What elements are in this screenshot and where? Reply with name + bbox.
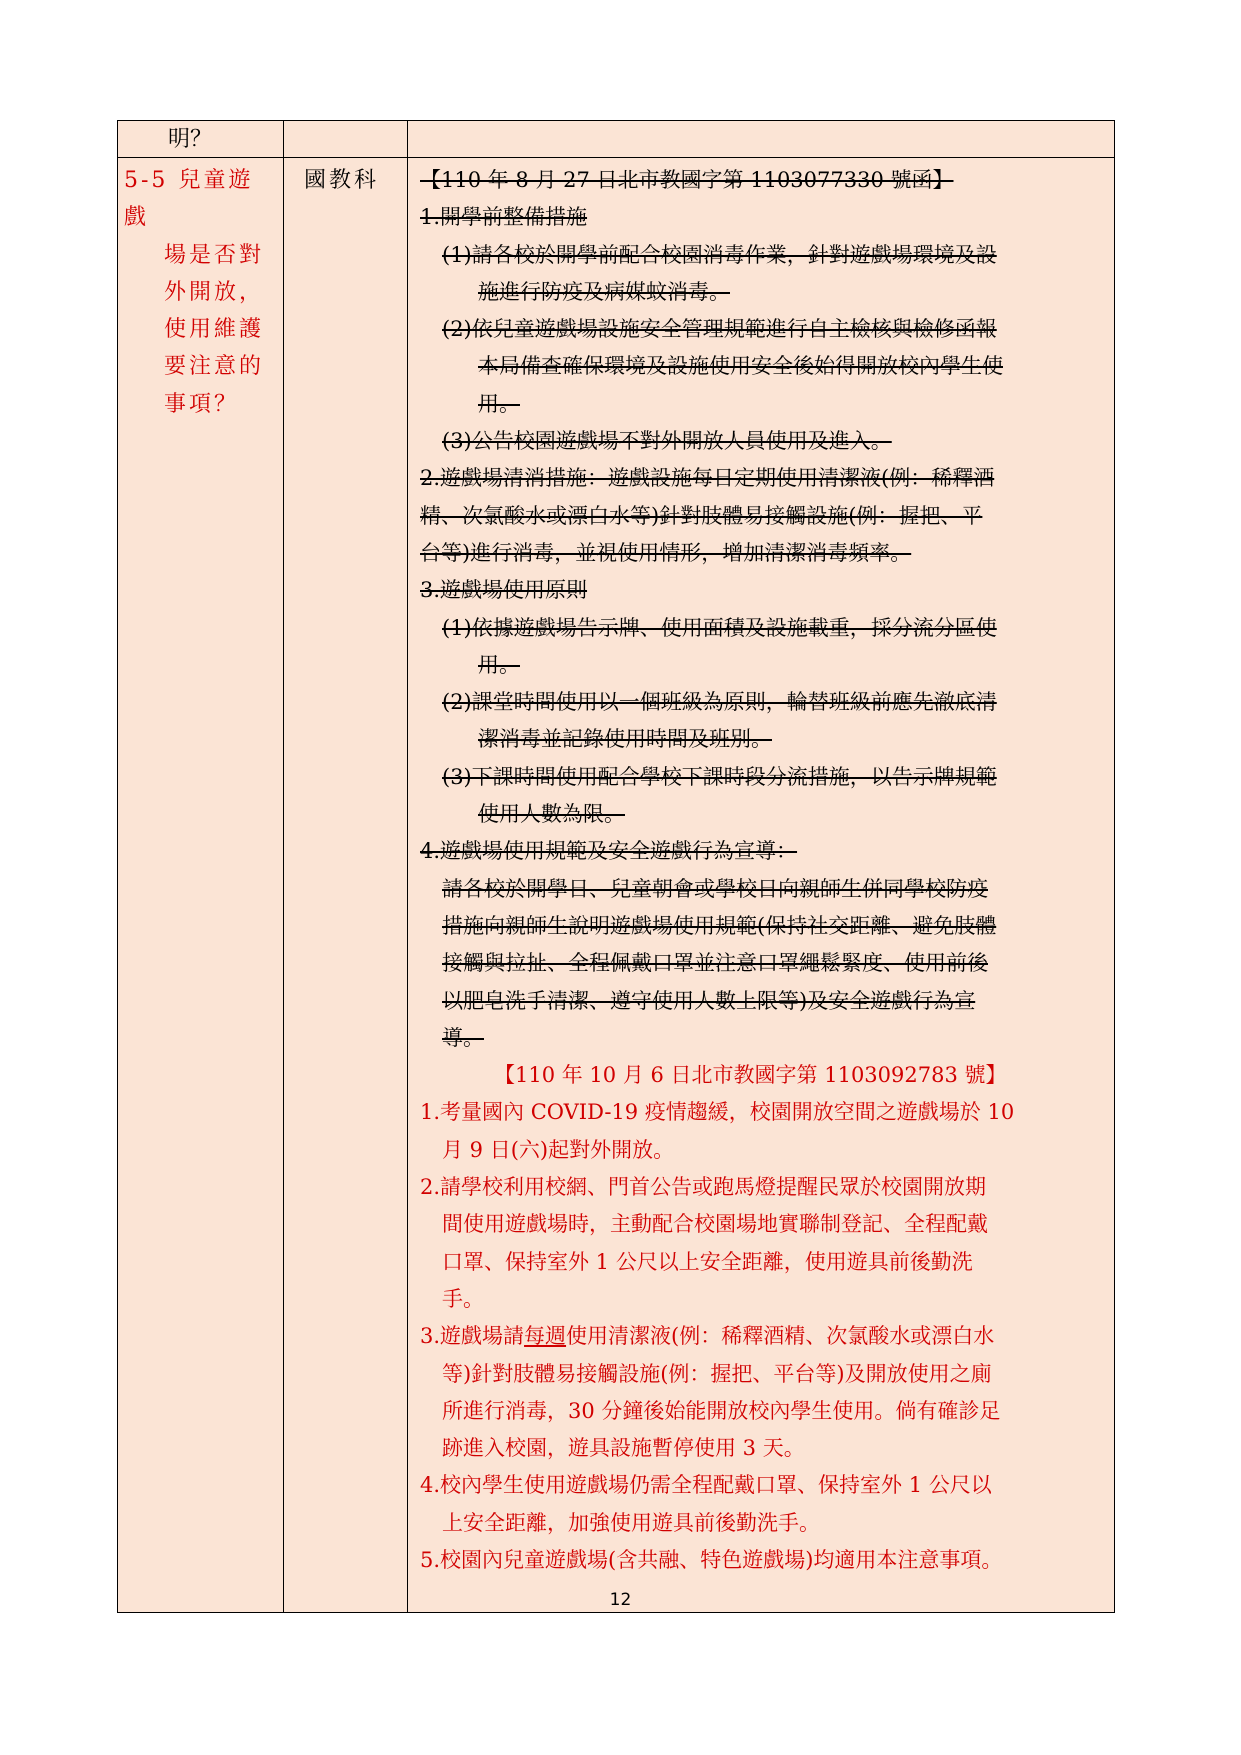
new-item-3 (420, 1318, 1106, 1355)
question-cell (118, 158, 284, 1613)
new-item-4-cont: 上安全距離，加強使用遊具前後勤洗手。 (442, 1510, 820, 1535)
old-line: 本局備查確保環境及設施使用安全後始得開放校內學生使 (478, 354, 1003, 379)
question-line: 兒童遊戲 (124, 168, 254, 231)
page-number: 12 (609, 1590, 632, 1610)
question-number: 5-5 (124, 168, 169, 193)
new-item-2-cont: 口罩、保持室外 1 公尺以上安全距離，使用遊具前後勤洗 (442, 1249, 973, 1274)
question-line: 要注意的 (164, 354, 265, 380)
old-line: (1)請各校於開學前配合校園消毒作業，針對遊戲場環境及設 (442, 242, 997, 267)
old-line: 使用人數為限。 (478, 802, 625, 827)
question-line: 場是否對 (164, 242, 265, 268)
old-line: 台等)進行消毒，並視使用情形，增加清潔消毒頻率。 (420, 540, 912, 565)
old-line: (3)下課時間使用配合學校下課時段分流措施，以告示牌規範 (442, 764, 997, 789)
weekly-underlined: 每週 (524, 1324, 567, 1349)
question-row-5-5 (118, 158, 1115, 1613)
question-text (118, 158, 283, 423)
question-line: 事項？ (164, 391, 240, 417)
prev-question-tail: 明？ (168, 127, 213, 152)
content-cell (408, 158, 1115, 1613)
new-item-1: 1.考量國內 COVID-19 疫情趨緩，校園開放空間之遊戲場於 10 (420, 1100, 1015, 1125)
answer-content (408, 158, 1114, 1579)
new-item-3-a: 3.遊戲場請 (420, 1324, 525, 1349)
unit-cell (284, 158, 408, 1613)
new-item-5: 5.校園內兒童遊戲場(含共融、特色遊戲場)均適用本注意事項。 (420, 1547, 1003, 1572)
new-notice (420, 1057, 1106, 1579)
old-line: 施進行防疫及病媒蚊消毒。 (478, 279, 730, 304)
old-line: (3)公告校園遊戲場不對外開放人員使用及進入。 (442, 429, 892, 454)
new-item-3-cont: 所進行消毒，30 分鐘後始能開放校內學生使用。倘有確診足 (442, 1398, 1001, 1423)
old-notice-header: 【110 年 8 月 27 日北市教國字第 1103077330 號函】 (420, 168, 954, 192)
question-line: 外開放， (164, 279, 265, 305)
new-item-3-cont: 等)針對肢體易接觸設施(例：握把、平台等)及開放使用之廁 (442, 1361, 992, 1386)
new-item-3-cont: 跡進入校園，遊具設施暫停使用 3 天。 (442, 1436, 805, 1461)
old-line: 潔消毒並記錄使用時間及班別。 (478, 727, 772, 752)
prev-unit-cell (284, 121, 408, 158)
old-line: 請各校於開學日、兒童朝會或學校日向親師生併同學校防疫 (442, 876, 988, 901)
new-notice-header: 【110 年 10 月 6 日北市教國字第 1103092783 號】 (494, 1063, 1007, 1088)
new-item-3-b: 使用清潔液(例：稀釋酒精、次氯酸水或漂白水 (566, 1324, 995, 1349)
new-item-4: 4.校內學生使用遊戲場仍需全程配戴口罩、保持室外 1 公尺以 (420, 1473, 992, 1498)
old-line: 用。 (478, 391, 520, 416)
prev-question-cell (118, 121, 284, 158)
new-item-2-cont: 手。 (442, 1286, 484, 1311)
new-item-2: 2.請學校利用校網、門首公告或跑馬燈提醒民眾於校園開放期 (420, 1175, 987, 1200)
old-line: (2)依兒童遊戲場設施安全管理規範進行自主檢核與檢修函報 (442, 317, 997, 342)
old-line: 3.遊戲場使用原則 (420, 578, 588, 603)
old-line: 用。 (478, 652, 520, 677)
old-line: 4.遊戲場使用規範及安全遊戲行為宣導： (420, 839, 798, 864)
new-item-1-cont: 月 9 日(六)起對外開放。 (442, 1137, 675, 1162)
question-line: 使用維護 (164, 317, 265, 343)
old-line: 以肥皂洗手清潔、遵守使用人數上限等)及安全遊戲行為宣 (442, 988, 976, 1013)
document-table (117, 120, 1115, 1613)
old-line: 措施向親師生說明遊戲場使用規範(保持社交距離、避免肢體 (442, 913, 997, 938)
previous-row (118, 121, 1115, 158)
old-line: 接觸與拉扯、全程佩戴口罩並注意口罩繩鬆緊度、使用前後 (442, 951, 988, 976)
responsible-unit: 國教科 (304, 168, 380, 193)
old-line: 1.開學前整備措施 (420, 205, 588, 230)
new-item-2-cont: 間使用遊戲場時，主動配合校園場地實聯制登記、全程配戴 (442, 1212, 988, 1237)
old-line: 2.遊戲場清消措施：遊戲設施每日定期使用清潔液(例：稀釋酒 (420, 466, 995, 491)
old-notice-struck (420, 162, 1106, 1057)
old-line: (1)依據遊戲場告示牌、使用面積及設施載重，採分流分區使 (442, 615, 997, 640)
prev-content-cell (408, 121, 1115, 158)
old-line: 導。 (442, 1025, 484, 1050)
old-line: 精、次氯酸水或漂白水等)針對肢體易接觸設施(例：握把、平 (420, 503, 983, 528)
old-line: (2)課堂時間使用以一個班級為原則，輪替班級前應先澈底清 (442, 690, 997, 715)
